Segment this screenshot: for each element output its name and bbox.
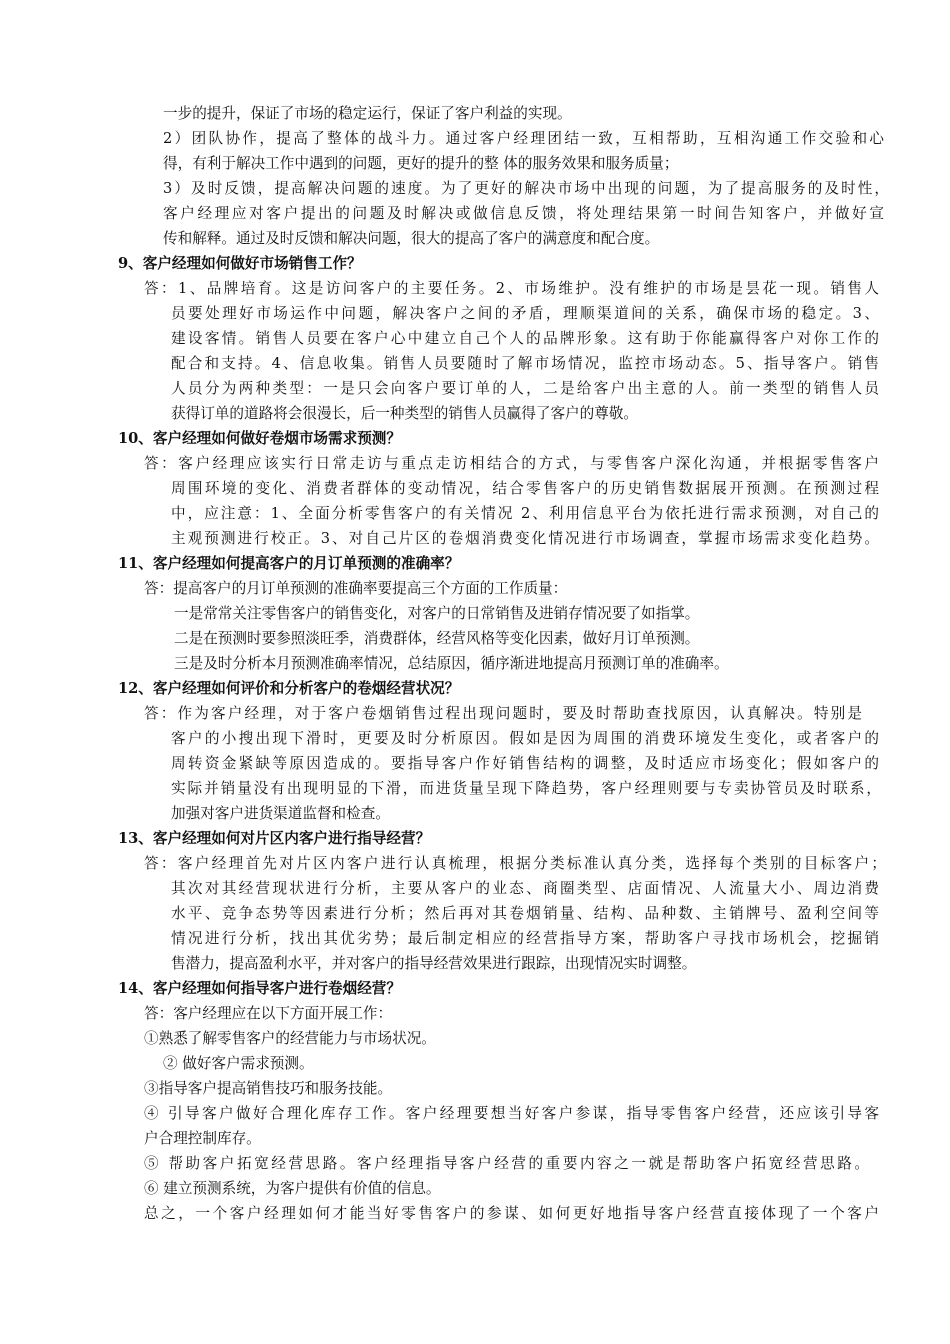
list-item: ③指导客户提高销售技巧和服务技能。 bbox=[144, 1080, 393, 1097]
body-line: 建设客情。销售人员要在客户心中建立自己个人的品牌形象。这有助于你能赢得客户对你工作的 bbox=[171, 330, 879, 347]
list-item: ② 做好客户需求预测。 bbox=[163, 1055, 314, 1072]
body-line: 主观预测进行校正。3、对自己片区的卷烟消费变化情况进行市场调查，掌握市场需求变化趋势。 bbox=[171, 530, 879, 547]
body-line: 户合理控制库存。 bbox=[144, 1130, 261, 1147]
list-item: ①熟悉了解零售客户的经营能力与市场状况。 bbox=[144, 1030, 436, 1047]
body-line: 售潜力，提高盈利水平，并对客户的指导经营效果进行跟踪，出现情况实时调整。 bbox=[171, 955, 697, 972]
body-line: 答：作为客户经理，对于客户卷烟销售过程出现问题时，要及时帮助查找原因，认真解决。特别是 bbox=[144, 705, 862, 722]
body-line: 人员分为两种类型：一是只会向客户要订单的人，二是给客户出主意的人。前一类型的销售人员 bbox=[171, 380, 879, 397]
list-item: ④ 引导客户做好合理化库存工作。客户经理要想当好客户参谋，指导零售客户经营，还应该引导客 bbox=[144, 1105, 879, 1122]
section-heading: 11、客户经理如何提高客户的月订单预测的准确率？ bbox=[118, 555, 460, 572]
body-line: 答：客户经理首先对片区内客户进行认真梳理，根据分类标准认真分类，选择每个类别的目标客户； bbox=[144, 855, 886, 872]
body-line: 一是常常关注零售客户的销售变化，对客户的日常销售及进销存情况要了如指掌。 bbox=[174, 605, 700, 622]
body-line: 一步的提升，保证了市场的稳定运行，保证了客户利益的实现。 bbox=[163, 105, 572, 122]
body-line: 答：客户经理应在以下方面开展工作： bbox=[144, 1005, 393, 1022]
list-item: ⑤ 帮助客户拓宽经营思路。客户经理指导客户经营的重要内容之一就是帮助客户拓宽经营思路。 bbox=[144, 1155, 869, 1172]
section-heading: 10、客户经理如何做好卷烟市场需求预测？ bbox=[118, 430, 401, 447]
body-line: 员要处理好市场运作中问题，解决客户之间的矛盾，理顺渠道间的关系，确保市场的稳定。3、 bbox=[171, 305, 879, 322]
body-line: 得，有利于解决工作中遇到的问题，更好的提升的整 体的服务效果和服务质量； bbox=[163, 155, 679, 172]
body-line: 获得订单的道路将会很漫长，后一种类型的销售人员赢得了客户的尊敬。 bbox=[171, 405, 639, 422]
body-line: 中，应注意：1、全面分析零售客户的有关情况 2、利用信息平台为依托进行需求预测，对自己的 bbox=[171, 505, 879, 522]
section-heading: 9、客户经理如何做好市场销售工作？ bbox=[118, 255, 362, 272]
body-line: 三是及时分析本月预测准确率情况，总结原因，循序渐进地提高月预测订单的准确率。 bbox=[174, 655, 729, 672]
body-line: 二是在预测时要参照淡旺季，消费群体，经营风格等变化因素，做好月订单预测。 bbox=[174, 630, 700, 647]
body-line: 其次对其经营现状进行分析，主要从客户的业态、商圈类型、店面情况、人流量大小、周边消费 bbox=[171, 880, 879, 897]
body-line: 传和解释。通过及时反馈和解决问题，很大的提高了客户的满意度和配合度。 bbox=[163, 230, 660, 247]
list-item: ⑥ 建立预测系统，为客户提供有价值的信息。 bbox=[144, 1180, 441, 1197]
section-heading: 13、客户经理如何对片区内客户进行指导经营？ bbox=[118, 830, 431, 847]
section-heading: 12、客户经理如何评价和分析客户的卷烟经营状况？ bbox=[118, 680, 460, 697]
body-line: 配合和支持。4、信息收集。销售人员要随时了解市场情况，监控市场动态。5、指导客户。销售 bbox=[171, 355, 879, 372]
body-line: 总之，一个客户经理如何才能当好零售客户的参谋、如何更好地指导客户经营直接体现了一个客户 bbox=[144, 1205, 879, 1222]
body-line: 答：1、品牌培育。这是访问客户的主要任务。2、市场维护。没有维护的市场是昙花一现。销售人 bbox=[144, 280, 879, 297]
body-line: 3）及时反馈，提高解决问题的速度。为了更好的解决市场中出现的问题，为了提高服务的及时性， bbox=[163, 180, 889, 197]
body-line: 水平、竞争态势等因素进行分析；然后再对其卷烟销量、结构、品种数、主销牌号、盈利空间等 bbox=[171, 905, 879, 922]
section-heading: 14、客户经理如何指导客户进行卷烟经营？ bbox=[118, 980, 401, 997]
body-line: 2）团队协作，提高了整体的战斗力。通过客户经理团结一致，互相帮助，互相沟通工作交验和心 bbox=[163, 130, 884, 147]
body-line: 答：提高客户的月订单预测的准确率要提高三个方面的工作质量： bbox=[144, 580, 568, 597]
body-line: 周围环境的变化、消费者群体的变动情况，结合零售客户的历史销售数据展开预测。在预测过程 bbox=[171, 480, 879, 497]
body-line: 客户经理应对客户提出的问题及时解决或做信息反馈，将处理结果第一时间告知客户，并做好宣 bbox=[163, 205, 884, 222]
body-line: 周转资金紧缺等原因造成的。要指导客户作好销售结构的调整，及时适应市场变化；假如客户的 bbox=[171, 755, 879, 772]
body-line: 加强对客户进货渠道监督和检查。 bbox=[171, 805, 390, 822]
body-line: 答：客户经理应该实行日常走访与重点走访相结合的方式，与零售客户深化沟通，并根据零售客户 bbox=[144, 455, 879, 472]
body-line: 客户的小搜出现下滑时，更要及时分析原因。假如是因为周围的消费环境发生变化，或者客户的 bbox=[171, 730, 879, 747]
body-line: 实际并销量没有出现明显的下滑，而进货量呈现下降趋势，客户经理则要与专卖协管员及时联系， bbox=[171, 780, 881, 797]
body-line: 情况进行分析，找出其优劣势；最后制定相应的经营指导方案，帮助客户寻找市场机会，挖掘销 bbox=[171, 930, 879, 947]
